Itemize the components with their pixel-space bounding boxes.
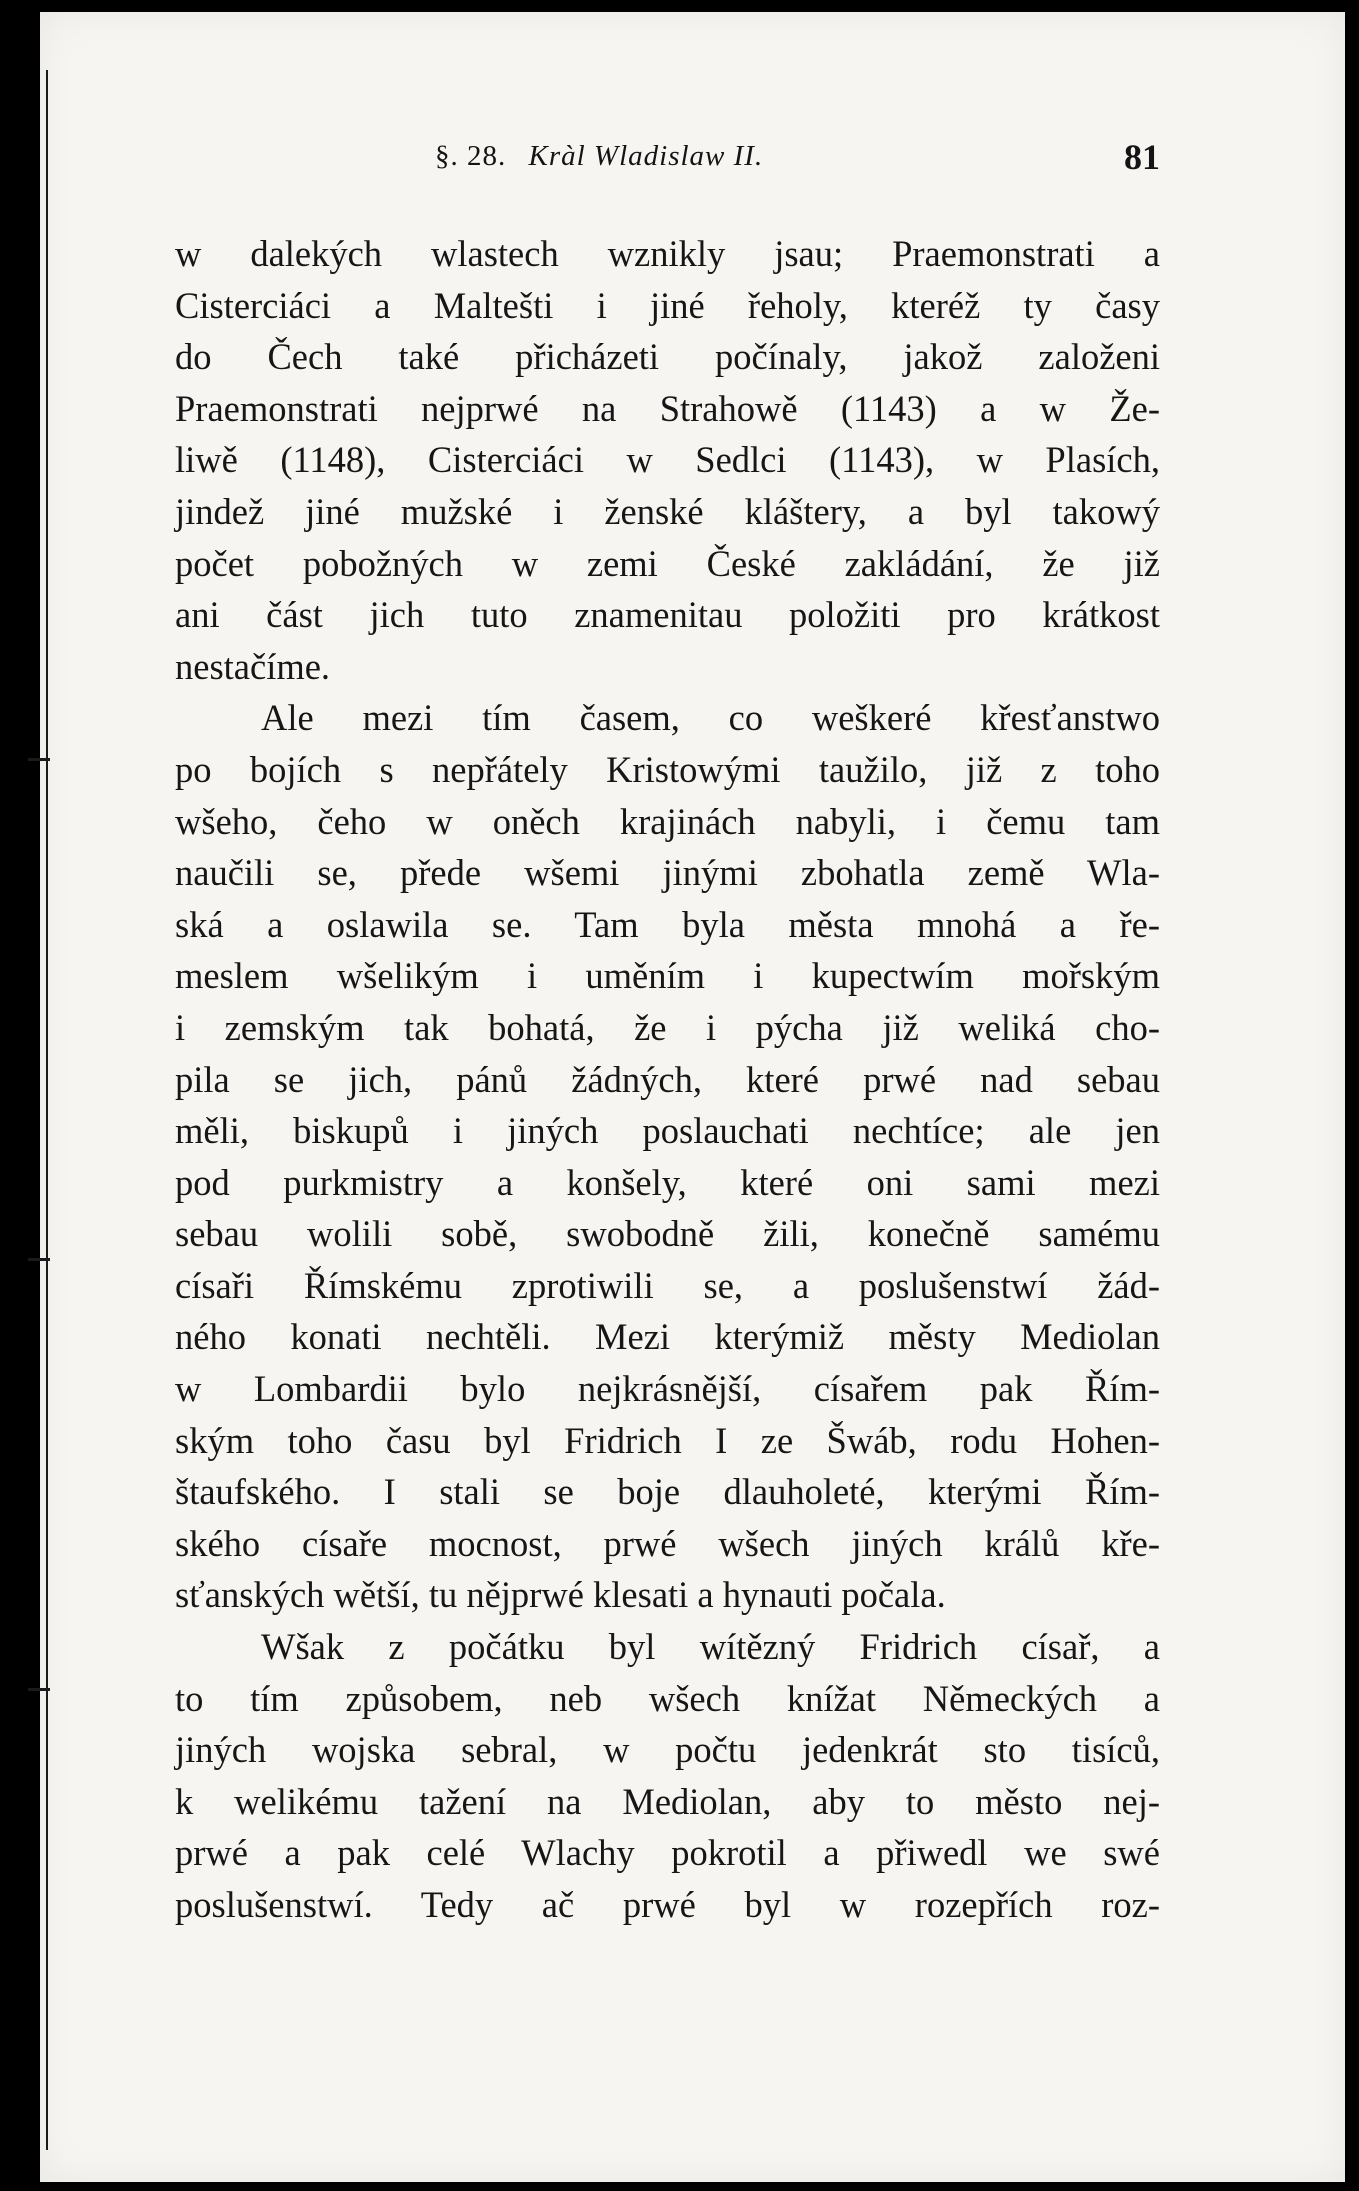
text-line: w dalekých wlastech wznikly jsau; Praemonstrati a [175,233,1160,274]
text-line: jindež jiné mužské i ženské kláštery, a byl takowý [175,490,1160,532]
text-line: i zemským tak bohatá, že i pýcha již weliká cho- [175,1006,1160,1048]
running-header [175,137,1160,190]
text-line: Wšak z počátku byl wítězný Fridrich císař, a [261,1626,1160,1668]
text-line: pila se jich, pánů žádných, které prwé nad sebau [175,1058,1160,1100]
text-line: štaufského. I stali se boje dlauholeté, kterými Řím- [175,1471,1160,1513]
text-line: ská a oslawila se. Tam byla města mnohá a ře- [175,903,1160,945]
page-edge-line [46,70,48,2150]
running-title [435,140,763,173]
section-number: §. 28. [435,140,507,172]
text-line: měli, biskupů i jiných poslauchati nechtíce; ale jen [175,1110,1160,1152]
page-number: 81 [1124,137,1160,177]
text-line: naučili se, přede wšemi jinými zbohatla země Wla- [175,852,1160,894]
text-line: do Čech také přicházeti počínaly, jakož založeni [175,336,1160,378]
text-line: w Lombardii bylo nejkrásnější, císařem pak Řím- [175,1368,1160,1410]
text-line: pod purkmistry a konšely, které oni sami mezi [175,1161,1160,1203]
page-edge-mark [28,758,50,761]
body-text [175,228,1160,1931]
text-line: to tím způsobem, neb wšech knížat Německých a [175,1677,1160,1719]
text-line: ským toho času byl Fridrich I ze Šwáb, rodu Hohen- [175,1419,1160,1461]
text-line: nestačíme. [175,645,331,687]
text-line: meslem wšelikým i uměním i kupectwím mořským [175,955,1160,997]
text-line: císaři Římskému zprotiwili se, a poslušenstwí žád- [175,1264,1160,1306]
text-line: Ale mezi tím časem, co weškeré křesťanstwo [261,697,1160,739]
text-line: Cisterciáci a Maltešti i jiné řeholy, kteréž ty časy [175,284,1160,326]
text-line: prwé a pak celé Wlachy pokrotil a přiwedl we swé [175,1832,1160,1874]
text-line: sťanských wětší, tu nějprwé klesati a hynauti počala. [175,1574,946,1616]
text-line: sebau wolili sobě, swobodně žili, konečně samému [175,1213,1160,1255]
text-line: k welikému tažení na Mediolan, aby to město nej- [175,1780,1160,1822]
text-line: poslušenstwí. Tedy ač prwé byl w rozepřích roz- [175,1884,1160,1925]
text-line: počet pobožných w zemi České zakládání, že již [175,542,1160,584]
page-edge-mark [28,1258,50,1261]
text-line: liwě (1148), Cisterciáci w Sedlci (1143), w Plasích, [175,439,1160,481]
paragraph [175,228,1160,692]
page-edge-mark [28,1688,50,1691]
text-line: Praemonstrati nejprwé na Strahowě (1143) a w Že- [175,387,1160,429]
text-line: ani část jich tuto znamenitau položiti pro krátkost [175,594,1160,636]
text-line: po bojích s nepřátely Kristowými taužilo, již z toho [175,748,1160,790]
text-line: ského císaře mocnost, prwé wšech jiných králů kře- [175,1522,1160,1564]
chapter-title: Kràl Wladislaw II. [528,140,764,172]
paragraph [175,1621,1160,1931]
text-line: wšeho, čeho w oněch krajinách nabyli, i čemu tam [175,800,1160,842]
paragraph [175,692,1160,1621]
text-line: jiných wojska sebral, w počtu jedenkrát sto tisíců, [175,1729,1160,1771]
text-line: ného konati nechtěli. Mezi kterýmiž městy Mediolan [175,1316,1160,1358]
